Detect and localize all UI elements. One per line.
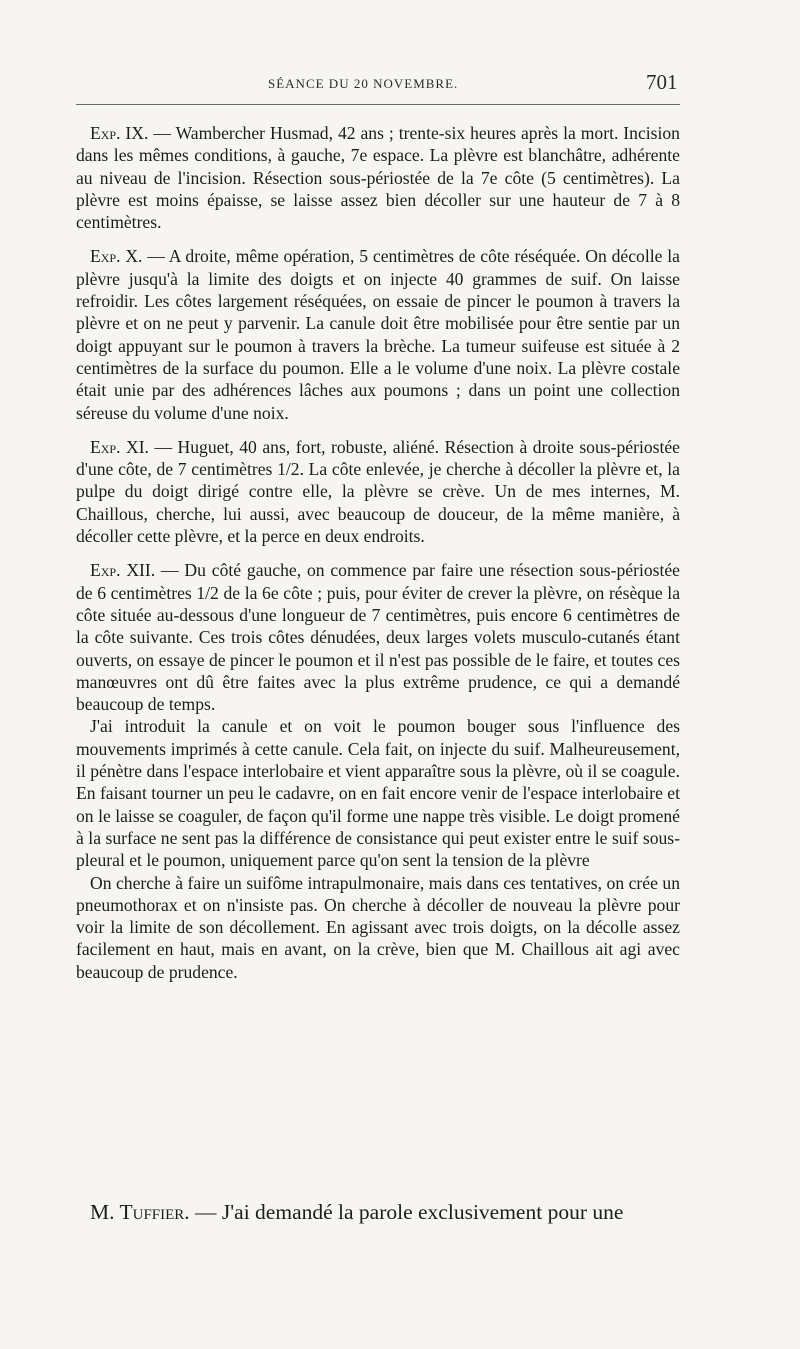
paragraph-text: — Huguet, 40 ans, fort, robuste, aliéné. Résection à droite sous-périostée d'une côte, de 7 centimètres 1/2. La côte enlevée, je cherche à décoller la plèvre et, la pulpe du doigt dirigé contre elle, la plèvre se crève. Un de mes internes, M. Chaillous, cherche, lui aussi, avec beaucoup de douceur, de la même manière, à décoller cette plèvre, et la perce en deux endroits. (76, 436, 680, 547)
running-title: SÉANCE DU 20 NOVEMBRE. (268, 76, 459, 91)
experiment-label: Exp. XI. (90, 436, 149, 457)
paragraph-text: — A droite, même opération, 5 centimètres de côte réséquée. On décolle la plèvre jusqu'à la limite des doigts et on injecte 40 grammes de suif. On laisse refroidir. Les côtes largement réséquées, on essaie de pincer le poumon à travers la plèvre et on ne peut y parvenir. La canule doit être mobilisée pour être sentie par un doigt appuyant sur le poumon à travers la brèche. La tumeur suifeuse est située à 2 centimètres de la surface du poumon. Elle a le volume d'une noix. La plèvre costale était unie par des adhérences lâches aux poumons ; dans un point une collection séreuse du volume d'une noix. (76, 246, 680, 423)
paragraph-suifome (76, 872, 680, 983)
experiment-label: Exp. XII. (90, 560, 156, 581)
paragraph-exp-x (76, 245, 680, 423)
running-head (0, 70, 800, 100)
header-rule (76, 104, 680, 105)
paragraph-exp-xi (76, 436, 680, 547)
paragraph-exp-xii (76, 559, 680, 715)
paragraph-text: J'ai introduit la canule et on voit le poumon bouger sous l'influence des mouvements imprimés à cette canule. Cela fait, on injecte du suif. Malheureusement, il pénètre dans l'espace interlobaire et vient apparaître sous la plèvre, où il se coagule. En faisant tourner un peu le cadavre, on en fait encore venir de l'espace interlobaire et on le laisse se coaguler, de façon qu'il forme une nappe très visible. Le doigt promené à la surface ne sent pas la différence de consistance qui peut exister entre le suif sous-pleural et le poumon, uniquement parce qu'on sent la tension de la plèvre (76, 716, 681, 871)
paragraph-text: — Wambercher Husmad, 42 ans ; trente-six heures après la mort. Incision dans les mêmes conditions, à gauche, 7e espace. La plèvre est blanchâtre, adhérente au niveau de l'incision. Résection sous-périostée de la 7e côte (5 centimètres). La plèvre est moins épaisse, se laisse assez bien décoller sur une hauteur de 7 à 8 centimètres. (76, 123, 680, 233)
paragraph-text: — Du côté gauche, on commence par faire une résection sous-périostée de 6 centimètres 1/2 de la 6e côte ; puis, pour éviter de crever la plèvre, on résèque la côte située au-dessous d'une longueur de 7 centimètres, puis encore 6 centimètres de la côte suivante. Ces trois côtes dénudées, deux larges volets musculo-cutanés étant ouverts, on essaye de pincer le poumon et il n'est pas possible de le faire, et toutes ces manœuvres ont dû être faites avec la plus extrême prudence, ce qui a demandé beaucoup de temps. (76, 560, 680, 715)
body-text (76, 122, 680, 995)
experiment-label: Exp. IX. (90, 123, 149, 143)
speaker-text: — J'ai demandé la parole exclusivement pour une (189, 1200, 624, 1224)
page-number: 701 (646, 70, 678, 94)
paragraph-exp-ix (76, 122, 680, 233)
paragraph-text: On cherche à faire un suifôme intrapulmonaire, mais dans ces tentatives, on crée un pneumothorax et on n'insiste pas. On cherche à décoller de nouveau la plèvre pour voir la limite de son décollement. En agissant avec trois doigts, on la décolle assez facilement en haut, mais en avant, on la crève, bien que M. Chaillous ait agi avec beaucoup de prudence. (76, 872, 680, 982)
speaker-line (90, 1198, 682, 1226)
speaker-name: M. Tuffier. (90, 1200, 190, 1224)
paragraph-canule (76, 715, 680, 871)
experiment-label: Exp. X. (90, 246, 143, 267)
